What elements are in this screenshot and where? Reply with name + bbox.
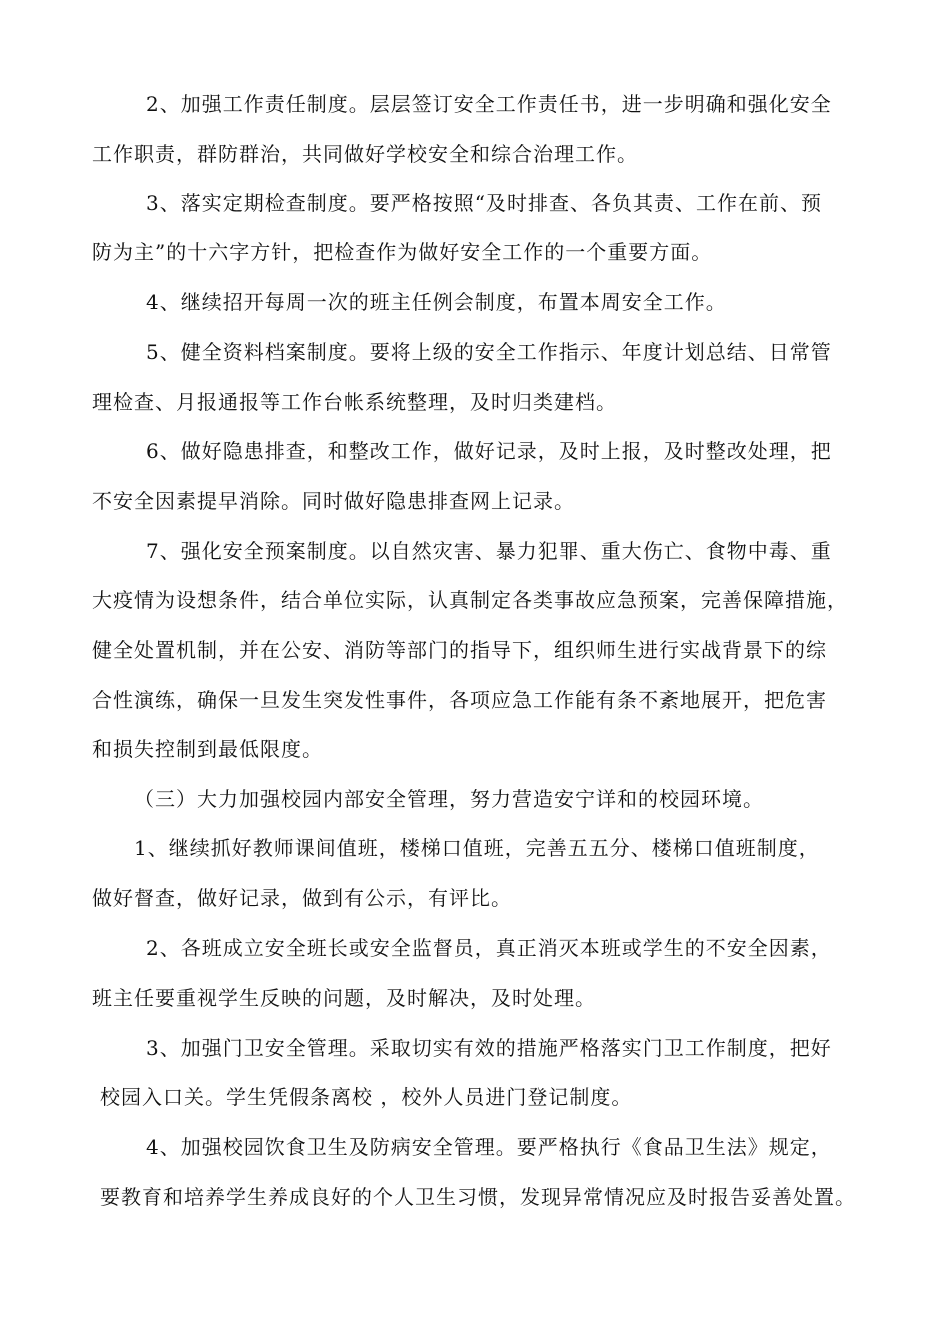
text-line: 不安全因素提早消除。同时做好隐患排查网上记录。 bbox=[92, 489, 575, 513]
text-line: 1、继续抓好教师课间值班，楼梯口值班，完善五五分、楼梯口值班制度， bbox=[134, 836, 820, 860]
text-line: 防为主”的十六字方针，把检查作为做好安全工作的一个重要方面。 bbox=[92, 240, 713, 264]
text-line: 6、做好隐患排查，和整改工作，做好记录，及时上报，及时整改处理，把 bbox=[146, 439, 832, 463]
text-line: 工作职责，群防群治，共同做好学校安全和综合治理工作。 bbox=[92, 142, 638, 166]
text-line: 7、强化安全预案制度。以自然灾害、暴力犯罪、重大伤亡、食物中毒、重 bbox=[146, 539, 832, 563]
text-line: 3、落实定期检查制度。要严格按照“及时排查、各负其责、工作在前、预 bbox=[146, 191, 822, 215]
text-line: 5、健全资料档案制度。要将上级的安全工作指示、年度计划总结、日常管 bbox=[146, 340, 832, 364]
text-line: 2、加强工作责任制度。层层签订安全工作责任书，进一步明确和强化安全 bbox=[146, 92, 832, 116]
text-line: 和损失控制到最低限度。 bbox=[92, 737, 323, 761]
text-line: 理检查、月报通报等工作台帐系统整理，及时归类建档。 bbox=[92, 390, 617, 414]
text-line: 4、继续招开每周一次的班主任例会制度，布置本周安全工作。 bbox=[146, 290, 727, 314]
text-line: 4、加强校园饮食卫生及防病安全管理。要严格执行《食品卫生法》规定， bbox=[146, 1135, 832, 1159]
section-heading: （三）大力加强校园内部安全管理，努力营造安宁详和的校园环境。 bbox=[134, 787, 764, 811]
text-line: 要教育和培养学生养成良好的个人卫生习惯，发现异常情况应及时报告妥善处置。 bbox=[100, 1185, 856, 1209]
text-line: 校园入口关。学生凭假条离校 ，校外人员进门登记制度。 bbox=[100, 1085, 633, 1109]
text-line: 2、各班成立安全班长或安全监督员，真正消灭本班或学生的不安全因素， bbox=[146, 936, 832, 960]
text-line: 健全处置机制，并在公安、消防等部门的指导下，组织师生进行实战背景下的综 bbox=[92, 638, 827, 662]
text-line: 班主任要重视学生反映的问题，及时解决，及时处理。 bbox=[92, 986, 596, 1010]
text-line: 做好督查，做好记录，做到有公示，有评比。 bbox=[92, 886, 512, 910]
text-line: 大疫情为设想条件，结合单位实际，认真制定各类事故应急预案，完善保障措施， bbox=[92, 588, 848, 612]
text-line: 合性演练，确保一旦发生突发性事件，各项应急工作能有条不紊地展开，把危害 bbox=[92, 688, 827, 712]
text-line: 3、加强门卫安全管理。采取切实有效的措施严格落实门卫工作制度，把好 bbox=[146, 1036, 832, 1060]
